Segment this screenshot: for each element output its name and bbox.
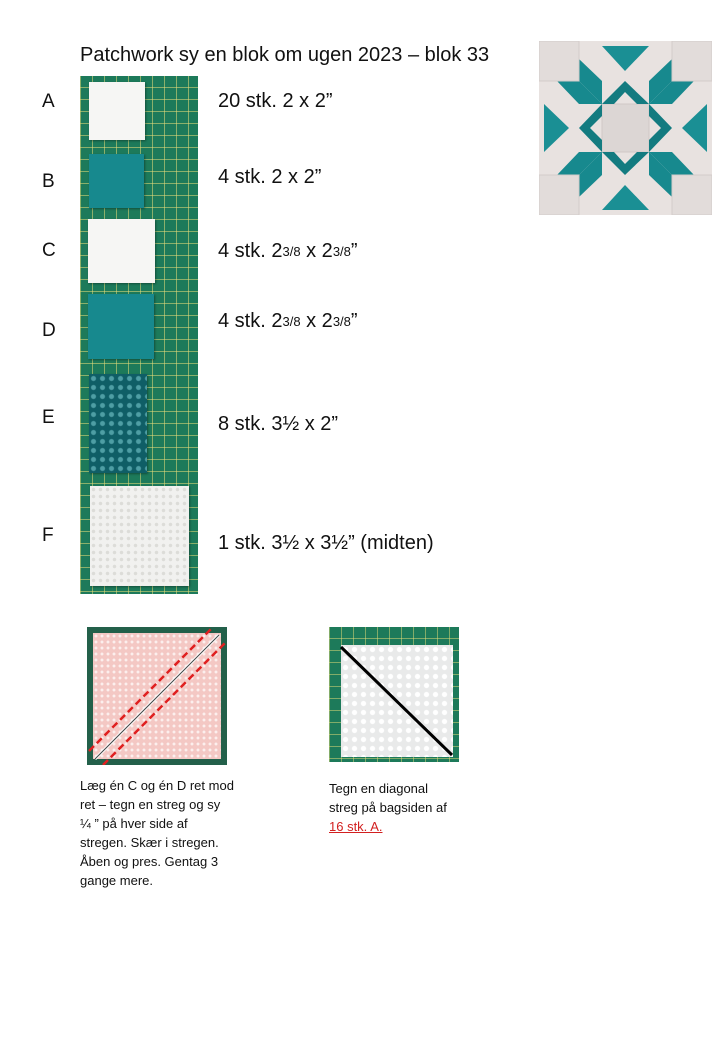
cut-size-a: 20 stk. 2 x 2” — [218, 90, 333, 112]
sewing-step-photo — [87, 627, 227, 765]
row-letter-c: C — [42, 240, 56, 261]
cut-size-e: 8 stk. 3½ x 2” — [218, 413, 339, 435]
fabric-swatches-photo — [80, 76, 198, 594]
swatch-f — [90, 486, 189, 586]
finished-block-image — [539, 41, 712, 215]
row-letter-e: E — [42, 407, 55, 428]
page-title: Patchwork sy en blok om ugen 2023 – blok 33 — [80, 44, 490, 66]
star-block-graphic — [539, 41, 712, 215]
row-letter-f: F — [42, 525, 54, 546]
row-letter-b: B — [42, 171, 55, 192]
diagonal-instruction: Tegn en diagonal streg på bagsiden af 16 stk. A. — [329, 781, 447, 834]
cut-size-d: 4 stk. $2_{3/8}$ x $2_{3/8}$” — [218, 310, 358, 332]
swatch-e — [89, 374, 147, 473]
swatch-c — [88, 219, 155, 283]
swatch-b — [89, 154, 144, 208]
cut-size-f: 1 stk. 3½ x 3½” (midten) — [218, 532, 434, 554]
piece-count-link: 16 stk. A. — [329, 819, 383, 834]
cut-size-c: 4 stk. $2_{3/8}$ x $2_{3/8}$” — [218, 240, 358, 262]
sewing-instruction: Læg én C og én D ret mod ret – tegn en streg og sy ¼ ” på hver side af stregen. Skær i stregen. Åben og pres. Gentag 3 gange mere. — [80, 778, 234, 888]
swatch-a — [89, 82, 145, 140]
row-letter-a: A — [42, 91, 55, 112]
swatch-d — [88, 294, 154, 359]
diagonal-line-photo — [329, 627, 459, 762]
row-letter-d: D — [42, 320, 56, 341]
cut-size-b: 4 stk. 2 x 2” — [218, 166, 322, 188]
